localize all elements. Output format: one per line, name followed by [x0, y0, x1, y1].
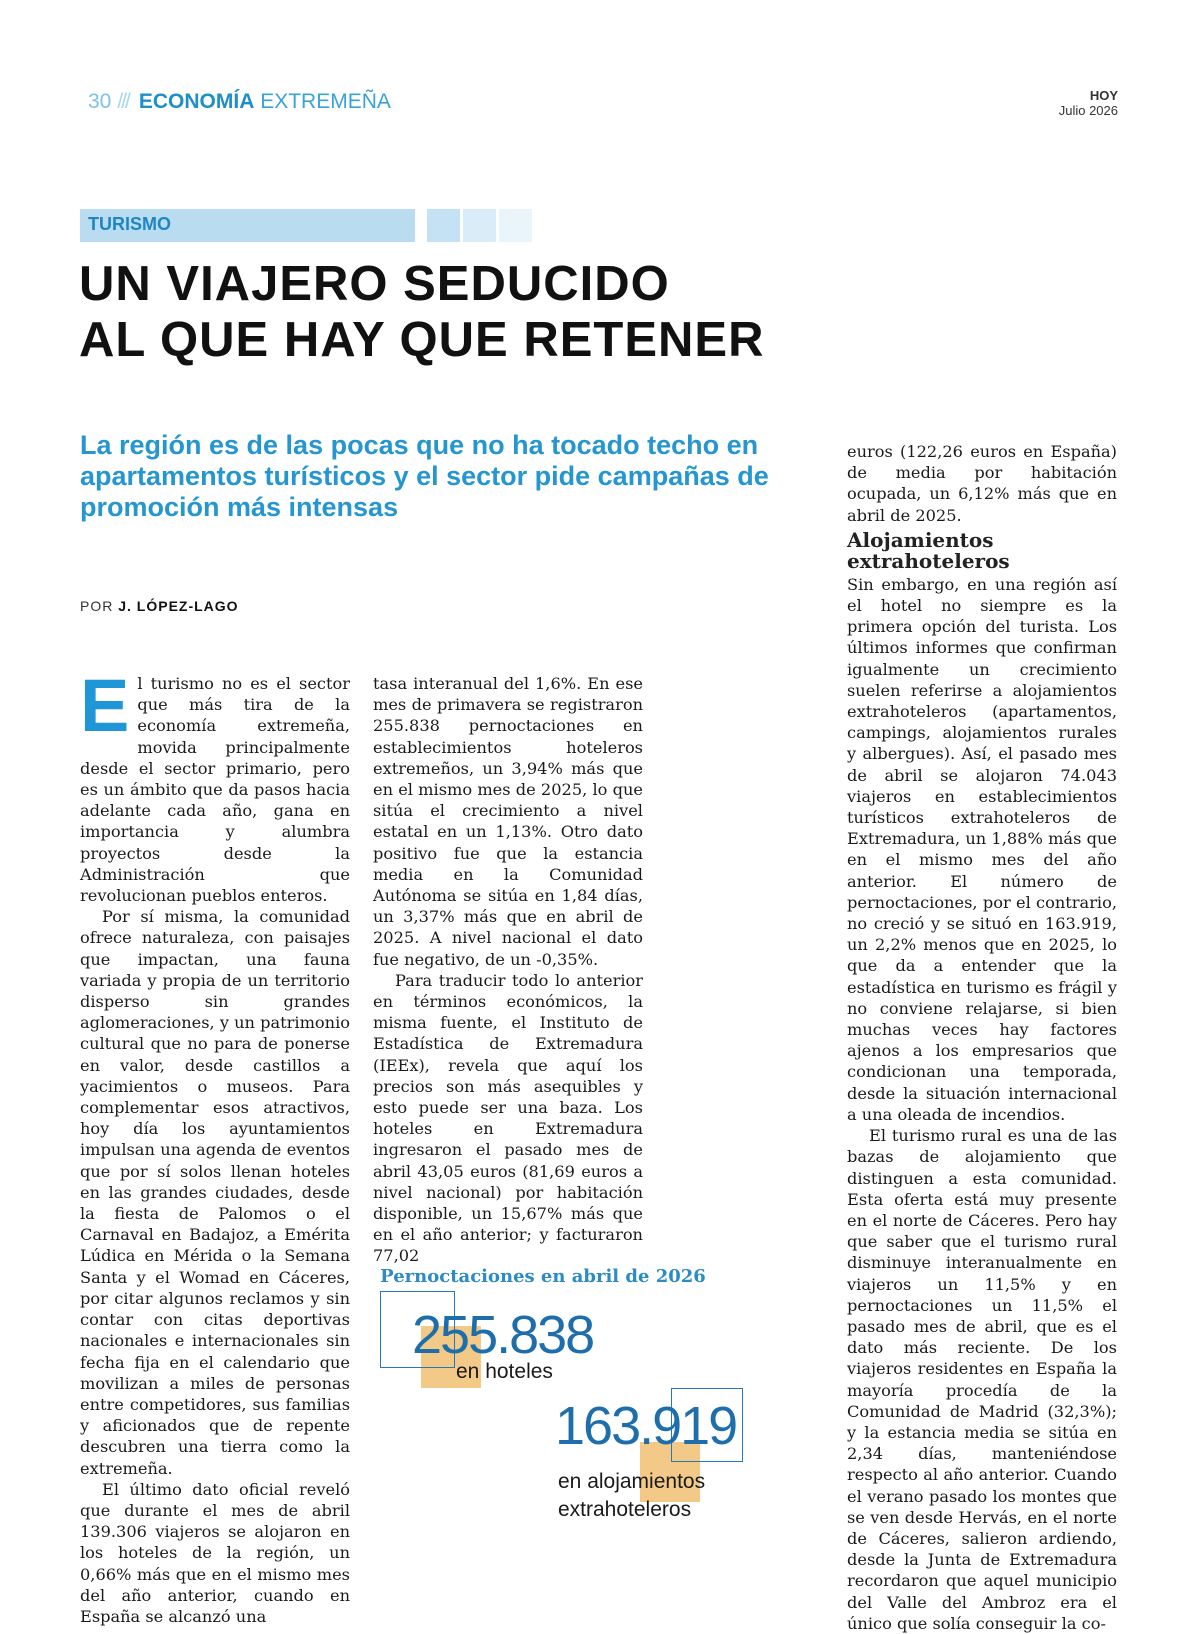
- article-paragraph: Por sí misma, la comunidad ofrece naturaleza, con paisajes que impactan, una fauna variada y propia de un territorio disperso sin grandes aglomeraciones, y un patrimonio cultural que no para de ponerse en valor, desde castillos a yacimientos o museos. Para complementar esos atractivos, hoy día los ayuntamientos impulsan una agenda de eventos que por sí solos llenan hoteles en las grandes ciudades, desde la fiesta de Palomos o el Carnaval en Badajoz, a Emérita Lúdica en Mérida o la Semana Santa y el Womad en Cáceres, por citar algunos reclamos y sin contar con citas deportivas nacionales e internacionales sin fecha fija en el calendario que movilizan a miles de personas entre competidores, sus familias y aficionados que de repente descubren una tierra como la extremeña.: [80, 907, 351, 1478]
- page-number: 30: [88, 90, 112, 113]
- headline-line-1: UN VIAJERO SEDUCIDO: [79, 257, 670, 311]
- byline-prefix: POR: [80, 598, 114, 614]
- publication-name: HOY: [1089, 88, 1118, 103]
- article-column-1: [80, 664, 351, 1627]
- band-square-2: [463, 209, 496, 242]
- article-paragraph: tasa interanual del 1,6%. En ese mes de primavera se registraron 255.838 pernoctaciones en establecimientos hoteleros extremeños, un 3,94% más que en el mismo mes de 2025, lo que sitúa el crecimiento a nivel estatal en un 1,13%. Otro dato positivo fue que la estancia media en la Comunidad Autónoma se sitúa en 1,84 días, un 3,37% más que en abril de 2025. A nivel nacional el dato fue negativo, de un -0,35%.: [373, 674, 643, 969]
- headline-line-2: AL QUE HAY QUE RETENER: [79, 313, 765, 367]
- article-paragraph: Sin embargo, en una región así el hotel no siempre es la primera opción del turista. Los últimos informes que confirman igualmente un crecimiento suelen referirse a alojamientos extrahoteleros (apartamentos, campings, alojamientos rurales y albergues). Así, el pasado mes de abril se alojaron 74.043 viajeros en establecimientos turísticos extrahoteleros de Extremadura, un 1,88% más que en el mismo mes del año anterior. El número de pernoctaciones, por el contrario, no creció y se situó en 163.919, un 2,2% menos que en 2025, lo que da a entender que la estadística en turismo es frágil y no conviene relajarse, si bien muchas veces hay factores ajenos a los empresarios que condicionan una temporada, desde la situación internacional a una oleada de incendios.: [847, 574, 1117, 1124]
- band-square-3: [499, 209, 532, 242]
- headline: [79, 256, 1129, 368]
- article-paragraph: euros (122,26 euros en España) de media por habitación ocupada, un 6,12% más que en abril de 2025.: [847, 442, 1117, 525]
- extra-label: [558, 1468, 705, 1524]
- byline: [80, 598, 239, 614]
- extra-value: 163.919: [555, 1396, 737, 1456]
- header-slashes: ///: [117, 90, 129, 113]
- subheading-line-2: extrahoteleros: [847, 548, 1010, 573]
- publication-date: Julio 2026: [1058, 103, 1118, 118]
- publication-info: [1059, 88, 1118, 118]
- band-square-1: [427, 209, 460, 242]
- extra-label-line-1: en alojamientos: [558, 1470, 706, 1493]
- drop-cap: E: [80, 664, 130, 747]
- article-paragraph: El último dato oficial reveló que durante el mes de abril 139.306 viajeros se alojaron en los hoteles de la región, un 0,66% más que en el mismo mes del año anterior, cuando en España se alcanzó una: [80, 1479, 350, 1626]
- page-header-section: [88, 90, 391, 114]
- extra-label-line-2: extrahoteleros: [558, 1498, 692, 1521]
- article-paragraph: El turismo rural es una de las bazas de alojamiento que distinguen a esta comunidad. Esta oferta está muy presente en el norte de Cáceres. Pero hay que saber que el turismo rural disminuye interanualmente en viajeros un 11,5% y en pernoctaciones un 11,5% el pasado mes de abril, que es el dato más reciente. De los viajeros residentes en España la mayoría procedía de la Comunidad de Madrid (32,3%); y la estancia media se sitúa en 2,34 días, manteniéndose respecto al año anterior. Cuando el verano pasado los montes que se ven desde Hervás, en el norte de Cáceres, salieron ardiendo, desde la Junta de Extremadura recordaron que aquel municipio del Valle del Ambroz era el único que solía conseguir la co-: [847, 1126, 1117, 1633]
- infographic-title: Pernoctaciones en abril de 2026: [380, 1266, 706, 1287]
- article-subheading: [847, 527, 1117, 573]
- subheadline: La región es de las pocas que no ha tocado techo en apartamentos turísticos y el sector pide campañas de promoción más intensas: [80, 430, 769, 522]
- section-label: TURISMO: [88, 214, 171, 234]
- paragraph-text: l turismo no es el sector que más tira de la economía extremeña, movida principalmente desde el sector primario, pero es un ámbito que da pasos hacia adelante cada año, gana en importancia y alumbra proyectos desde la Administración que revolucionan pueblos enteros.: [80, 674, 350, 906]
- article-paragraph: [80, 664, 350, 906]
- section-name-bold: ECONOMÍA: [138, 90, 255, 113]
- subheading-line-1: Alojamientos: [847, 527, 994, 552]
- hotels-value: 255.838: [412, 1305, 594, 1365]
- section-name-light: EXTREMEÑA: [260, 90, 391, 113]
- article-column-2: [373, 673, 643, 1267]
- byline-author: J. LÓPEZ-LAGO: [118, 598, 239, 614]
- hotels-label: en hoteles: [456, 1360, 553, 1383]
- article-column-3: [847, 441, 1117, 1634]
- article-paragraph: Para traducir todo lo anterior en términos económicos, la misma fuente, el Instituto de Estadística de Extremadura (IEEx), revela que aquí los precios son más asequibles y esto puede ser una baza. Los hoteles en Extremadura ingresaron el pasado mes de abril 43,05 euros (81,69 euros a nivel nacional) por habitación disponible, un 15,67% más que en el año anterior; y facturaron 77,02: [373, 970, 643, 1266]
